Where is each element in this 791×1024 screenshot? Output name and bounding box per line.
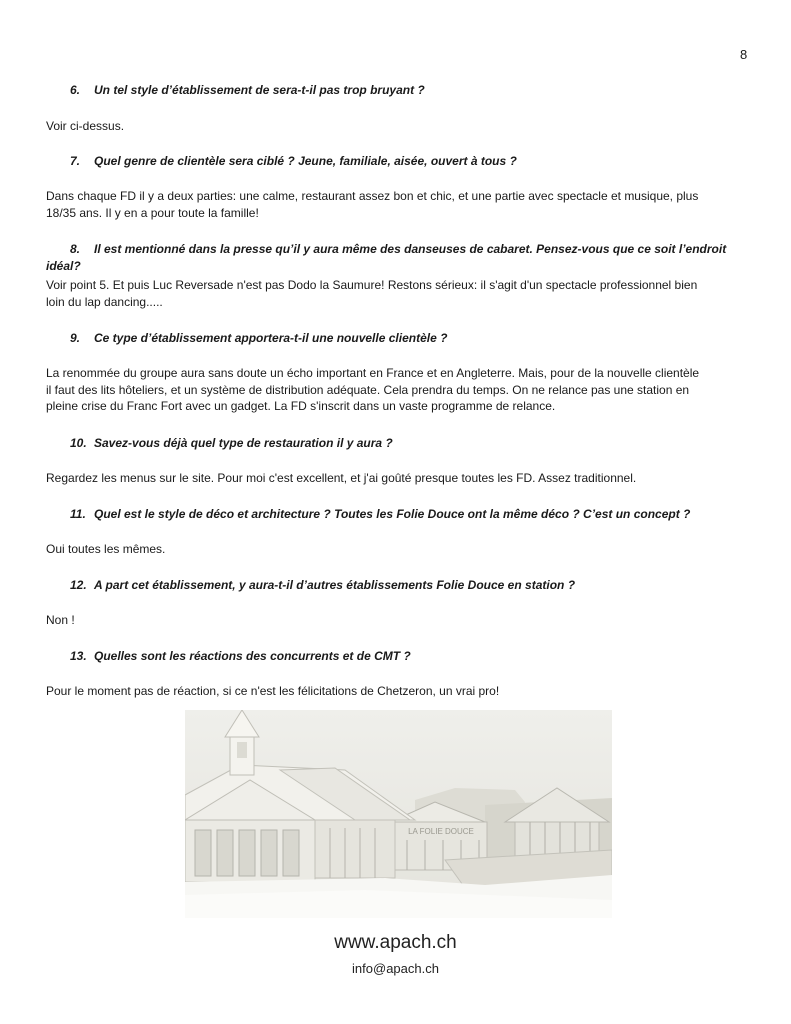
answer-7: Dans chaque FD il y a deux parties: une calme, restaurant assez bon et chic, et une partie avec spectacle et musique, plus 18/35 ans. Il y en a pour toute la famille! xyxy=(46,189,699,220)
footer-website-link[interactable]: www.apach.ch xyxy=(334,932,457,953)
question-12: 12. A part cet établissement, y aura-t-il d’autres établissements Folie Douce en station ? xyxy=(70,578,576,592)
building-render-image xyxy=(185,710,612,918)
answer-12: Non ! xyxy=(46,613,75,627)
question-9: 9. Ce type d’établissement apportera-t-il une nouvelle clientèle ? xyxy=(70,331,448,345)
page-number: 8 xyxy=(740,47,748,62)
question-13: 13. Quelles sont les réactions des concurrents et de CMT ? xyxy=(70,649,411,663)
question-7: 7. Quel genre de clientèle sera ciblé ? Jeune, familiale, aisée, ouvert à tous ? xyxy=(70,154,517,168)
question-6: 6. Un tel style d’établissement de sera-t-il pas trop bruyant ? xyxy=(70,83,425,97)
footer-email-link[interactable]: info@apach.ch xyxy=(352,961,439,976)
answer-8: Voir point 5. Et puis Luc Reversade n'est pas Dodo la Saumure! Restons sérieux: il s'agit d'un spectacle professionnel bien loin du lap dancing..... xyxy=(46,278,698,309)
building-sign-text: LA FOLIE DOUCE xyxy=(408,827,474,836)
question-11: 11. Quel est le style de déco et architecture ? Toutes les Folie Douce ont la même déco ? C’est un concept ? xyxy=(70,507,691,521)
answer-6: Voir ci-dessus. xyxy=(46,119,125,133)
answer-10: Regardez les menus sur le site. Pour moi c'est excellent, et j'ai goûté presque toutes les FD. Assez traditionnel. xyxy=(46,471,637,485)
question-10: 10. Savez-vous déjà quel type de restauration il y aura ? xyxy=(70,436,393,450)
answer-13: Pour le moment pas de réaction, si ce n'est les félicitations de Chetzeron, un vrai pro! xyxy=(46,684,500,698)
chalet-illustration xyxy=(185,710,612,918)
answer-11: Oui toutes les mêmes. xyxy=(46,542,166,556)
answer-9: La renommée du groupe aura sans doute un écho important en France et en Angleterre. Mais, pour de la nouvelle clientèle il faut des lits hôteliers, et un système de distribution adéquate. Cela prendra du temps. On ne relance pas une station en pleine crise du Franc Fort avec un gadget. La FD s'inscrit dans un vaste programme de relance. xyxy=(46,366,700,413)
question-8: 8. Il est mentionné dans la presse qu’il y aura même des danseuses de cabaret. Pensez-vous que ce soit l’endroit idéal? xyxy=(46,242,727,273)
